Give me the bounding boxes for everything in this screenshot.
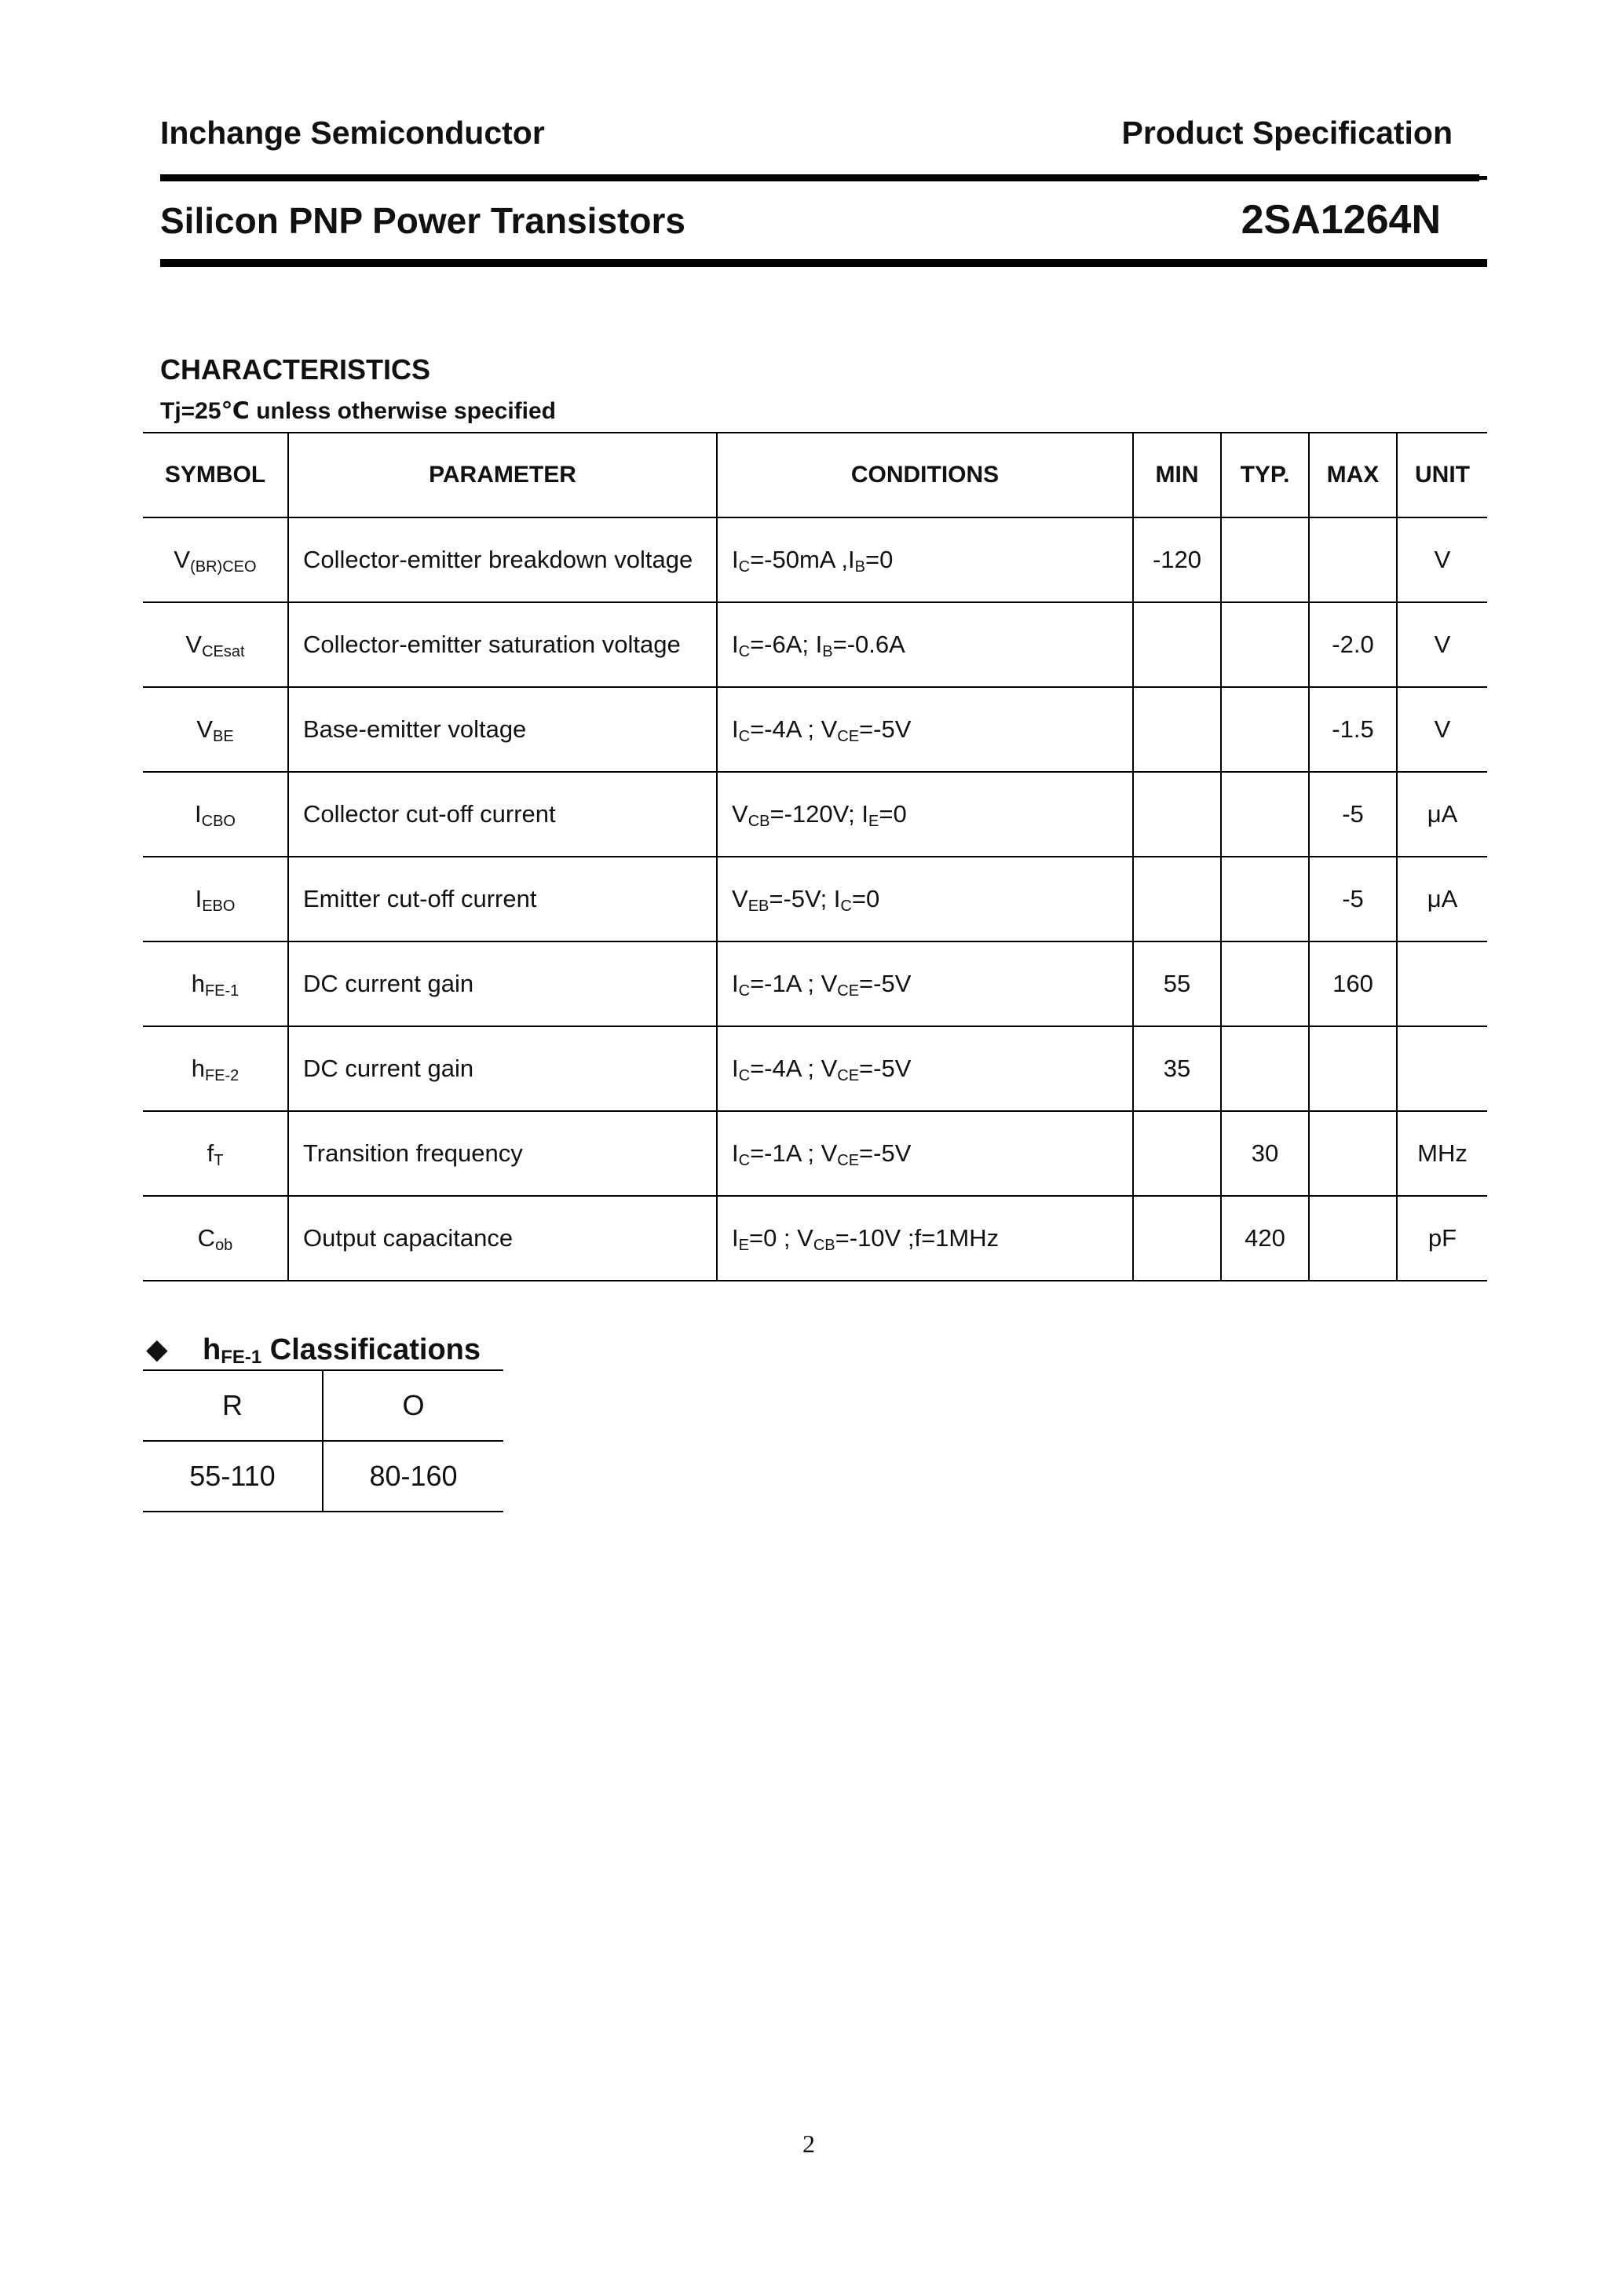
- table-row: [143, 941, 1487, 1026]
- document-type: Product Specification: [1121, 115, 1453, 151]
- symbol-sub: EBO: [202, 898, 236, 915]
- typ-cell: [1221, 941, 1309, 1026]
- condition-value: =0: [851, 885, 880, 912]
- conditions-cell: [717, 1196, 1133, 1281]
- condition-sub: C: [738, 1152, 751, 1169]
- symbol-main: V: [196, 715, 213, 743]
- condition-value: =0: [865, 546, 894, 573]
- condition-var: I: [732, 1055, 739, 1082]
- condition-var: V: [732, 885, 748, 912]
- symbol-cell: [143, 941, 288, 1026]
- typ-cell: [1221, 772, 1309, 857]
- condition-sub: CE: [837, 1152, 860, 1169]
- symbol-cell: [143, 602, 288, 687]
- min-cell: [1133, 772, 1221, 857]
- symbol-cell: [143, 687, 288, 772]
- symbol-cell: [143, 1111, 288, 1196]
- condition-sub: C: [738, 1067, 751, 1084]
- classification-range-row: [143, 1441, 503, 1512]
- unit-cell: V: [1397, 517, 1487, 602]
- max-cell: [1309, 1026, 1397, 1111]
- company-name: Inchange Semiconductor: [160, 115, 545, 151]
- condition-sub: C: [738, 558, 751, 576]
- table-row: [143, 687, 1487, 772]
- condition-value: =-120V;: [769, 800, 862, 828]
- condition-value: =-1A ;: [750, 1139, 821, 1167]
- condition-sub: E: [868, 813, 879, 830]
- condition-value: =-0.6A: [832, 631, 905, 658]
- parameter-cell: Collector-emitter breakdown voltage: [288, 517, 717, 602]
- symbol-main: V: [174, 546, 191, 573]
- typ-cell: [1221, 857, 1309, 941]
- condition-var: I: [833, 885, 841, 912]
- header-rule-top-tail: [1479, 176, 1487, 180]
- condition-value: =-5V: [859, 970, 912, 997]
- classifications-title-main: h: [203, 1333, 221, 1366]
- condition-sub: EB: [748, 898, 769, 915]
- typ-cell: 420: [1221, 1196, 1309, 1281]
- condition-value: =-1A ;: [750, 970, 821, 997]
- condition-value: =-10V ;f=1MHz: [835, 1224, 1000, 1252]
- condition-sub: C: [738, 728, 751, 745]
- condition-note: Tj=25℃ unless otherwise specified: [160, 398, 557, 424]
- min-cell: 55: [1133, 941, 1221, 1026]
- conditions-cell: [717, 1026, 1133, 1111]
- condition-var: I: [732, 1139, 739, 1167]
- symbol-cell: [143, 772, 288, 857]
- condition-var: I: [732, 631, 739, 658]
- classification-range: 55-110: [143, 1441, 323, 1512]
- symbol-main: I: [195, 800, 202, 828]
- min-cell: 35: [1133, 1026, 1221, 1111]
- condition-value: =-5V: [859, 1139, 912, 1167]
- classifications-title: [203, 1333, 481, 1367]
- header-rule-bottom: [160, 259, 1487, 267]
- condition-value: =-50mA ,: [750, 546, 849, 573]
- condition-var: I: [732, 546, 739, 573]
- condition-sub: B: [822, 643, 833, 660]
- condition-var: I: [815, 631, 823, 658]
- unit-cell: MHz: [1397, 1111, 1487, 1196]
- part-number: 2SA1264N: [1241, 197, 1441, 243]
- conditions-cell: [717, 772, 1133, 857]
- column-header: TYP.: [1221, 433, 1309, 517]
- classification-header-row: [143, 1370, 503, 1441]
- max-cell: [1309, 1196, 1397, 1281]
- max-cell: -2.0: [1309, 602, 1397, 687]
- condition-value: =-5V;: [769, 885, 834, 912]
- symbol-cell: [143, 1026, 288, 1111]
- condition-value: =-4A ;: [750, 1055, 821, 1082]
- unit-cell: V: [1397, 687, 1487, 772]
- section-heading: CHARACTERISTICS: [160, 353, 431, 386]
- symbol-main: V: [185, 631, 203, 658]
- condition-var: I: [848, 546, 855, 573]
- unit-cell: V: [1397, 602, 1487, 687]
- parameter-cell: DC current gain: [288, 941, 717, 1026]
- condition-var: V: [797, 1224, 813, 1252]
- table-row: [143, 602, 1487, 687]
- min-cell: -120: [1133, 517, 1221, 602]
- symbol-sub: BE: [213, 728, 234, 745]
- min-cell: [1133, 602, 1221, 687]
- unit-cell: pF: [1397, 1196, 1487, 1281]
- condition-var: V: [732, 800, 748, 828]
- parameter-cell: DC current gain: [288, 1026, 717, 1111]
- max-cell: [1309, 1111, 1397, 1196]
- condition-sub: C: [738, 982, 751, 1000]
- characteristics-table: [143, 432, 1487, 1281]
- condition-var: I: [732, 1224, 739, 1252]
- table-row: [143, 1196, 1487, 1281]
- column-header: PARAMETER: [288, 433, 717, 517]
- diamond-bullet-icon: ◆: [146, 1333, 168, 1365]
- max-cell: [1309, 517, 1397, 602]
- symbol-cell: [143, 857, 288, 941]
- column-header: MAX: [1309, 433, 1397, 517]
- condition-value: =-4A ;: [750, 715, 821, 743]
- unit-cell: [1397, 941, 1487, 1026]
- parameter-cell: Output capacitance: [288, 1196, 717, 1281]
- condition-sub: CB: [748, 813, 770, 830]
- symbol-main: h: [191, 1055, 205, 1082]
- max-cell: -5: [1309, 857, 1397, 941]
- condition-var: V: [821, 1055, 838, 1082]
- condition-sub: C: [840, 898, 852, 915]
- condition-sub: B: [854, 558, 865, 576]
- condition-sub: C: [738, 643, 751, 660]
- conditions-cell: [717, 602, 1133, 687]
- symbol-sub: FE-2: [204, 1067, 239, 1084]
- symbol-sub: ob: [215, 1237, 233, 1254]
- condition-sub: CE: [837, 982, 860, 1000]
- condition-value: =-5V: [859, 1055, 912, 1082]
- typ-cell: [1221, 602, 1309, 687]
- condition-value: =0: [879, 800, 907, 828]
- condition-sub: CE: [837, 728, 860, 745]
- condition-value: =0 ;: [748, 1224, 798, 1252]
- conditions-cell: [717, 857, 1133, 941]
- conditions-cell: [717, 517, 1133, 602]
- header-rule-top: [160, 174, 1479, 181]
- classifications-title-sub: FE-1: [221, 1347, 262, 1368]
- classifications-title-rest: Classifications: [261, 1333, 481, 1366]
- table-row: [143, 1111, 1487, 1196]
- condition-value: =-5V: [859, 715, 912, 743]
- classification-grade: O: [323, 1370, 503, 1441]
- table-row: [143, 857, 1487, 941]
- min-cell: [1133, 857, 1221, 941]
- typ-cell: [1221, 687, 1309, 772]
- symbol-sub: CEsat: [202, 643, 245, 660]
- max-cell: -5: [1309, 772, 1397, 857]
- max-cell: 160: [1309, 941, 1397, 1026]
- classifications-table: [143, 1369, 503, 1512]
- classification-grade: R: [143, 1370, 323, 1441]
- symbol-cell: [143, 517, 288, 602]
- condition-var: I: [861, 800, 869, 828]
- parameter-cell: Transition frequency: [288, 1111, 717, 1196]
- parameter-cell: Base-emitter voltage: [288, 687, 717, 772]
- condition-var: I: [732, 715, 739, 743]
- symbol-main: C: [197, 1224, 216, 1252]
- column-header: SYMBOL: [143, 433, 288, 517]
- condition-sub: E: [738, 1237, 749, 1254]
- symbol-main: I: [195, 885, 203, 912]
- condition-var: I: [732, 970, 739, 997]
- typ-cell: [1221, 517, 1309, 602]
- condition-var: V: [821, 970, 838, 997]
- min-cell: [1133, 1111, 1221, 1196]
- max-cell: -1.5: [1309, 687, 1397, 772]
- condition-value: =-6A;: [750, 631, 816, 658]
- table-row: [143, 772, 1487, 857]
- symbol-sub: CBO: [201, 813, 236, 830]
- conditions-cell: [717, 1111, 1133, 1196]
- condition-var: V: [821, 715, 838, 743]
- min-cell: [1133, 1196, 1221, 1281]
- parameter-cell: Collector-emitter saturation voltage: [288, 602, 717, 687]
- table-row: [143, 517, 1487, 602]
- symbol-cell: [143, 1196, 288, 1281]
- symbol-main: h: [191, 970, 205, 997]
- product-line: Silicon PNP Power Transistors: [160, 200, 685, 241]
- symbol-sub: (BR)CEO: [190, 558, 257, 576]
- unit-cell: [1397, 1026, 1487, 1111]
- conditions-cell: [717, 687, 1133, 772]
- column-header: MIN: [1133, 433, 1221, 517]
- unit-cell: μA: [1397, 857, 1487, 941]
- table-header-row: [143, 433, 1487, 517]
- symbol-sub: T: [214, 1152, 224, 1169]
- table-row: [143, 1026, 1487, 1111]
- page-number: 2: [802, 2130, 815, 2158]
- symbol-main: f: [207, 1139, 214, 1167]
- classification-range: 80-160: [323, 1441, 503, 1512]
- condition-sub: CE: [837, 1067, 860, 1084]
- conditions-cell: [717, 941, 1133, 1026]
- typ-cell: 30: [1221, 1111, 1309, 1196]
- min-cell: [1133, 687, 1221, 772]
- symbol-sub: FE-1: [204, 982, 239, 1000]
- condition-var: V: [821, 1139, 838, 1167]
- typ-cell: [1221, 1026, 1309, 1111]
- condition-sub: CB: [813, 1237, 835, 1254]
- column-header: CONDITIONS: [717, 433, 1133, 517]
- unit-cell: μA: [1397, 772, 1487, 857]
- parameter-cell: Emitter cut-off current: [288, 857, 717, 941]
- column-header: UNIT: [1397, 433, 1487, 517]
- parameter-cell: Collector cut-off current: [288, 772, 717, 857]
